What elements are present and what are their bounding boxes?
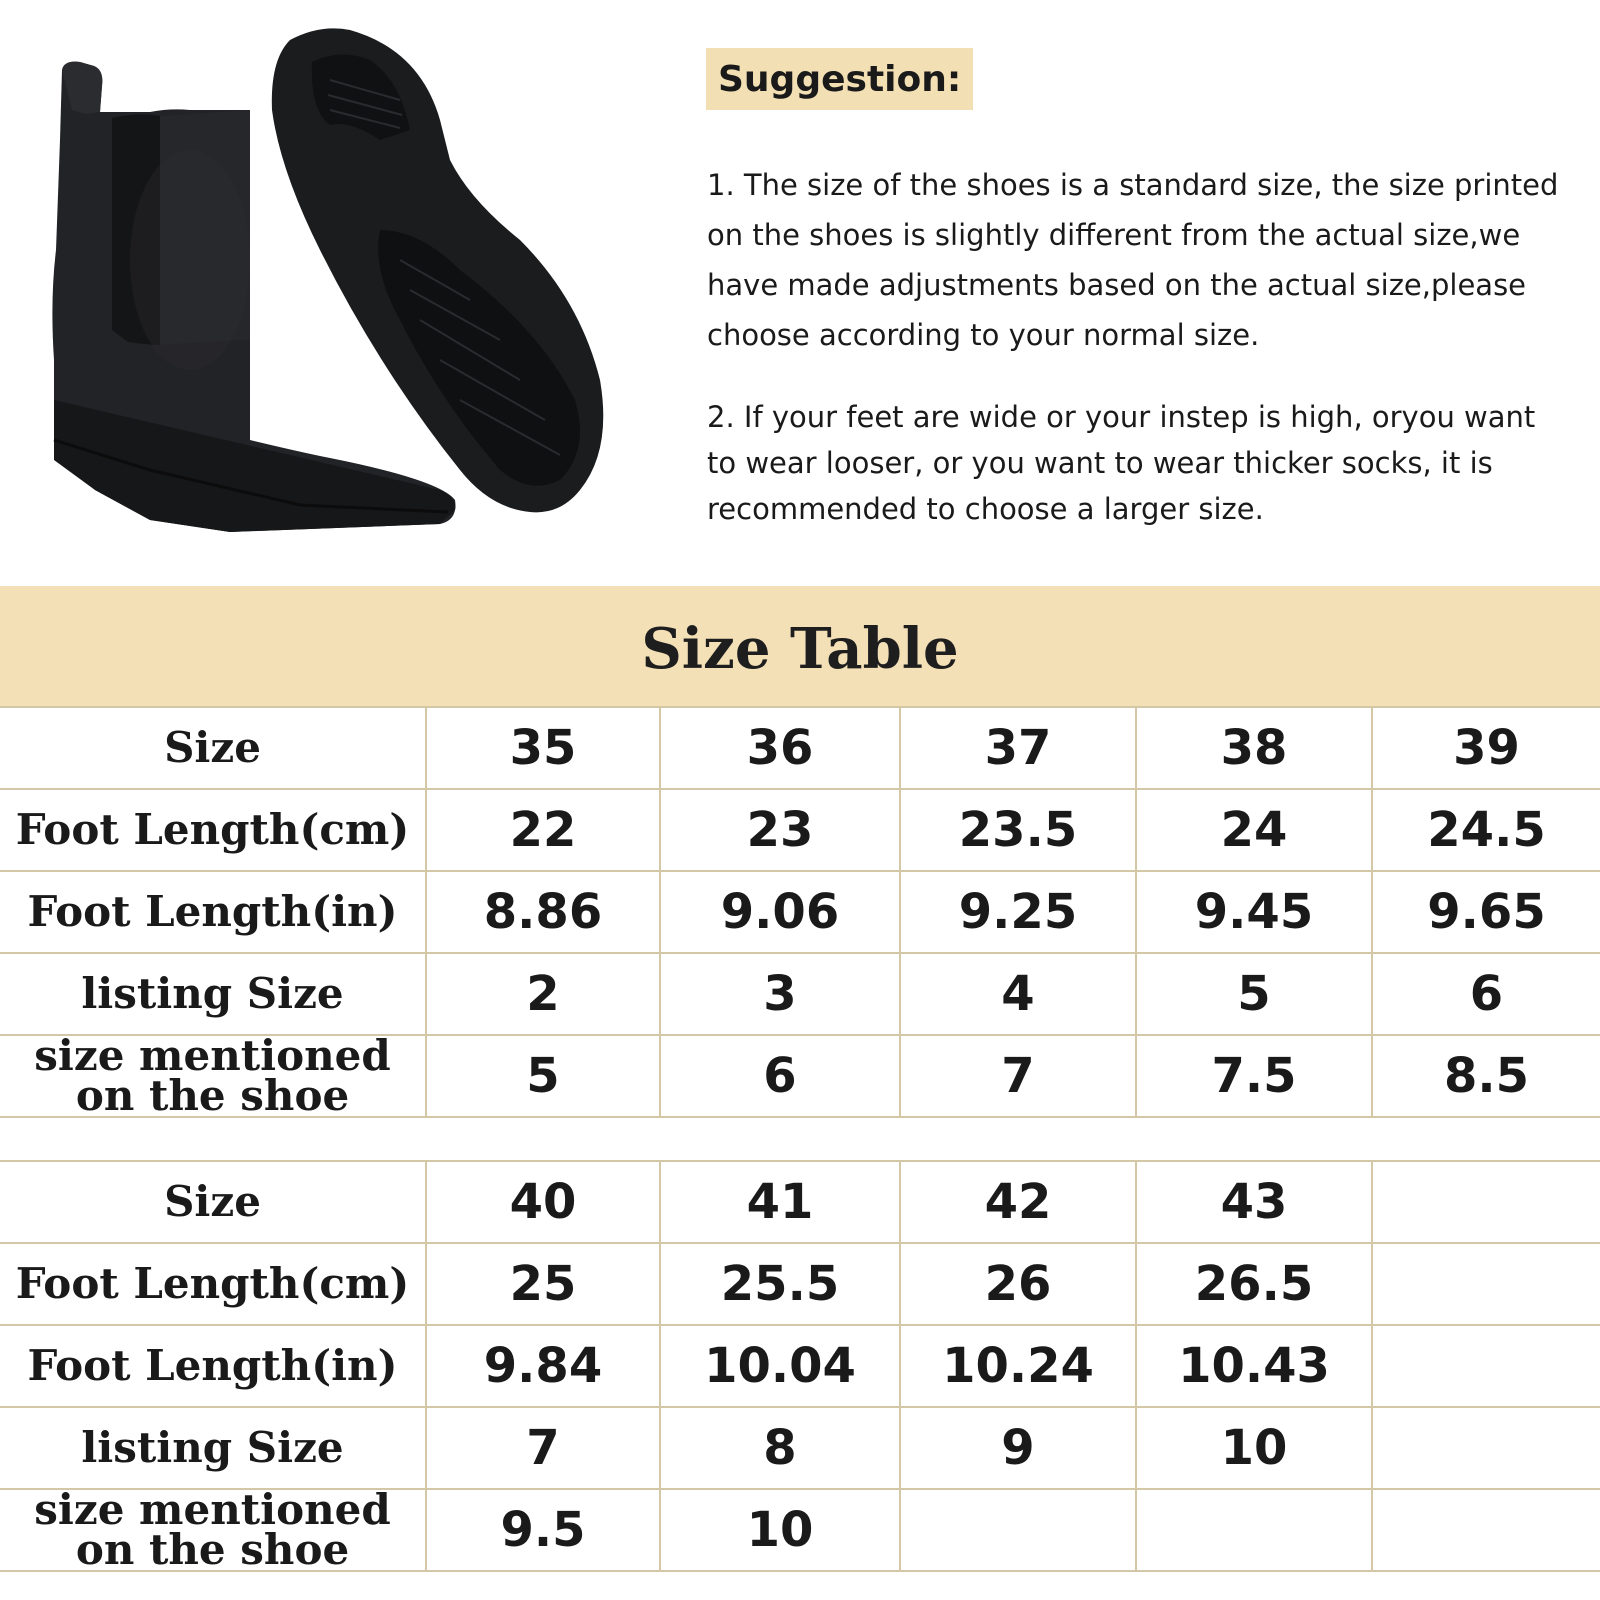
table-cell	[1136, 1489, 1372, 1571]
row-label-foot-in: Foot Length(in)	[0, 1325, 426, 1407]
size-table-banner	[0, 586, 1600, 706]
table-cell: 23.5	[900, 789, 1136, 871]
table-cell: 41	[660, 1161, 900, 1243]
table-cell: 26	[900, 1243, 1136, 1325]
row-label-listing: listing Size	[0, 1407, 426, 1489]
table-cell: 24.5	[1372, 789, 1600, 871]
row-label-foot-in: Foot Length(in)	[0, 871, 426, 953]
table-cell: 10.24	[900, 1325, 1136, 1407]
table-cell: 3	[660, 953, 900, 1035]
table-cell	[1372, 1325, 1600, 1407]
table-cell	[1372, 1489, 1600, 1571]
table-row-size	[0, 707, 1600, 789]
table-cell: 10	[1136, 1407, 1372, 1489]
suggestion-note-2: 2. If your feet are wide or your instep is high, oryou want to wear looser, or you want to wear thicker socks, it is recommended to choose a larger size.	[707, 400, 1536, 526]
table-cell: 7.5	[1136, 1035, 1372, 1117]
row-label-shoe-line-1: size mentioned	[34, 1031, 391, 1080]
table-cell: 9.45	[1136, 871, 1372, 953]
table-cell: 9.65	[1372, 871, 1600, 953]
table-cell: 8.5	[1372, 1035, 1600, 1117]
table-cell: 6	[1372, 953, 1600, 1035]
table-row-foot-in	[0, 871, 1600, 953]
table-cell: 38	[1136, 707, 1372, 789]
boot-sole-view	[272, 28, 603, 512]
table-cell: 9	[900, 1407, 1136, 1489]
row-label-listing: listing Size	[0, 953, 426, 1035]
table-cell: 43	[1136, 1161, 1372, 1243]
table-cell: 6	[660, 1035, 900, 1117]
table-cell: 25.5	[660, 1243, 900, 1325]
row-label-foot-cm: Foot Length(cm)	[0, 789, 426, 871]
table-cell: 36	[660, 707, 900, 789]
table-row-shoe	[0, 1035, 1600, 1117]
table-cell: 37	[900, 707, 1136, 789]
table-cell: 10	[660, 1489, 900, 1571]
row-label-shoe-line-1: size mentioned	[34, 1485, 391, 1534]
table-cell: 8	[660, 1407, 900, 1489]
table-cell: 4	[900, 953, 1136, 1035]
table-row-foot-cm	[0, 789, 1600, 871]
table-cell: 35	[426, 707, 660, 789]
row-label-shoe-line-2: on the shoe	[75, 1071, 350, 1120]
table-cell: 10.04	[660, 1325, 900, 1407]
table-cell: 25	[426, 1243, 660, 1325]
table-cell: 9.84	[426, 1325, 660, 1407]
table-row-listing	[0, 1407, 1600, 1489]
row-label-size: Size	[0, 1161, 426, 1243]
table-cell: 23	[660, 789, 900, 871]
table-cell	[1372, 1161, 1600, 1243]
table-row-listing	[0, 953, 1600, 1035]
table-cell: 2	[426, 953, 660, 1035]
row-label-shoe	[0, 1485, 426, 1574]
table-cell: 9.06	[660, 871, 900, 953]
table-cell: 5	[1136, 953, 1372, 1035]
suggestion-note-1: 1. The size of the shoes is a standard size, the size printed on the shoes is slightly different from the actual size,we have made adjustments based on the actual size,please choose according to your normal size.	[707, 168, 1559, 352]
table-cell: 39	[1372, 707, 1600, 789]
table-cell: 24	[1136, 789, 1372, 871]
size-table-title: Size Table	[641, 616, 959, 682]
table-cell: 8.86	[426, 871, 660, 953]
product-image-boots	[0, 0, 660, 580]
table-cell: 26.5	[1136, 1243, 1372, 1325]
size-table-group-a	[0, 706, 1600, 1118]
table-row-foot-cm	[0, 1243, 1600, 1325]
table-cell: 40	[426, 1161, 660, 1243]
row-label-shoe-line-2: on the shoe	[75, 1525, 350, 1574]
row-label-size: Size	[0, 707, 426, 789]
table-row-shoe	[0, 1489, 1600, 1571]
table-cell: 7	[900, 1035, 1136, 1117]
table-cell: 22	[426, 789, 660, 871]
table-cell	[1372, 1243, 1600, 1325]
row-label-shoe	[0, 1031, 426, 1120]
table-cell	[900, 1489, 1136, 1571]
table-cell: 42	[900, 1161, 1136, 1243]
table-row-foot-in	[0, 1325, 1600, 1407]
table-cell: 9.5	[426, 1489, 660, 1571]
row-label-foot-cm: Foot Length(cm)	[0, 1243, 426, 1325]
size-table-group-b	[0, 1160, 1600, 1572]
table-cell: 10.43	[1136, 1325, 1372, 1407]
table-cell: 9.25	[900, 871, 1136, 953]
table-cell: 7	[426, 1407, 660, 1489]
table-cell: 5	[426, 1035, 660, 1117]
table-row-size	[0, 1161, 1600, 1243]
suggestion-heading: Suggestion:	[706, 48, 973, 110]
table-cell	[1372, 1407, 1600, 1489]
